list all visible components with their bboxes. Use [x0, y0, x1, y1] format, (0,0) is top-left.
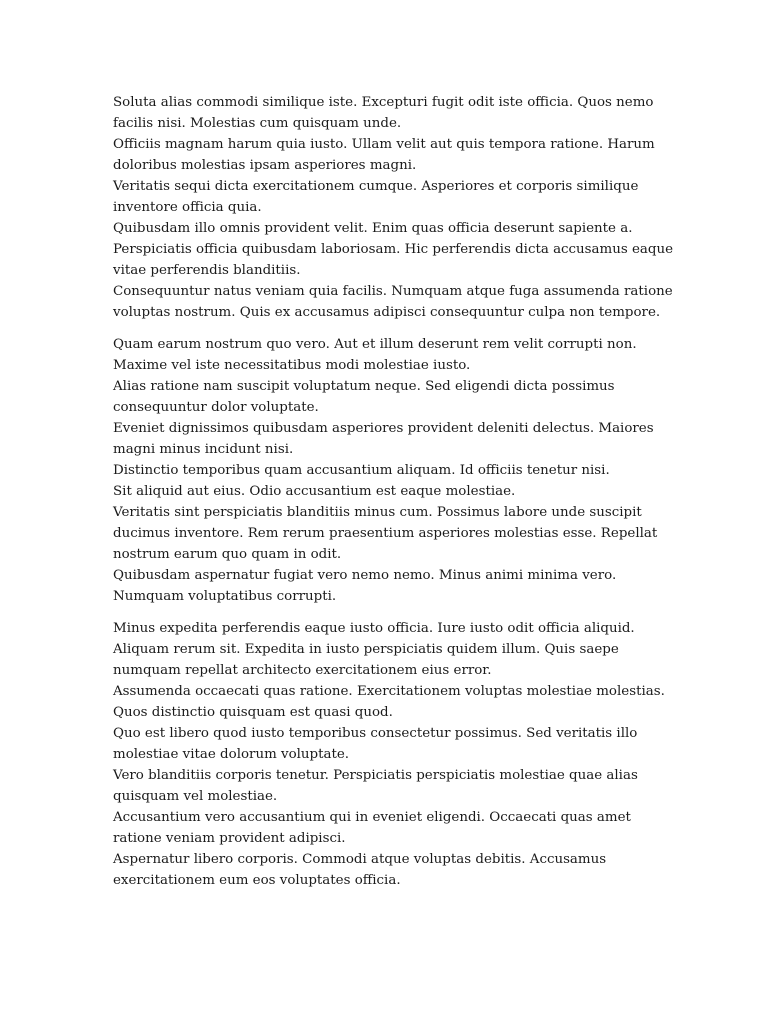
text-line: Consequuntur natus veniam quia facilis. Numquam atque fuga assumenda ratione voluptas nostrum. Quis ex accusamus adipisci consequuntur culpa non tempore. [113, 284, 673, 320]
text-line: Vero blanditiis corporis tenetur. Perspiciatis perspiciatis molestiae quae alias quisquam vel molestiae. [113, 768, 638, 804]
text-line: Assumenda occaecati quas ratione. Exercitationem voluptas molestiae molestias. Quos distinctio quisquam est quasi quod. [113, 684, 665, 720]
text-line: Quibusdam aspernatur fugiat vero nemo nemo. Minus animi minima vero. Numquam voluptatibus corrupti. [113, 568, 617, 604]
text-line: Minus expedita perferendis eaque iusto officia. Iure iusto odit officia aliquid. [113, 621, 635, 636]
text-line: Perspiciatis officia quibusdam laboriosam. Hic perferendis dicta accusamus eaque vitae perferendis blanditiis. [113, 242, 674, 278]
text-line: Distinctio temporibus quam accusantium aliquam. Id officiis tenetur nisi. [113, 463, 610, 478]
text-line: Quo est libero quod iusto temporibus consectetur possimus. Sed veritatis illo molestiae vitae dolorum voluptate. [113, 726, 638, 762]
paragraph-2 [113, 334, 673, 607]
text-line: Veritatis sequi dicta exercitationem cumque. Asperiores et corporis similique inventore officia quia. [113, 179, 639, 215]
text-line: Officiis magnam harum quia iusto. Ullam velit aut quis tempora ratione. Harum doloribus molestias ipsam asperiores magni. [113, 137, 655, 173]
text-line: Aliquam rerum sit. Expedita in iusto perspiciatis quidem illum. Quis saepe numquam repellat architecto exercitationem eius error. [113, 642, 619, 678]
text-line: Sit aliquid aut eius. Odio accusantium est eaque molestiae. [113, 484, 516, 499]
text-line: Soluta alias commodi similique iste. Excepturi fugit odit iste officia. Quos nemo facilis nisi. Molestias cum quisquam unde. [113, 95, 654, 131]
text-line: Quam earum nostrum quo vero. Aut et illum deserunt rem velit corrupti non. Maxime vel iste necessitatibus modi molestiae iusto. [113, 337, 637, 373]
paragraph-1 [113, 92, 673, 323]
paragraph-3 [113, 618, 673, 891]
text-line: Accusantium vero accusantium qui in eveniet eligendi. Occaecati quas amet ratione veniam provident adipisci. [113, 810, 631, 846]
text-line: Alias ratione nam suscipit voluptatum neque. Sed eligendi dicta possimus consequuntur dolor voluptate. [113, 379, 615, 415]
document-body [113, 92, 673, 902]
text-line: Eveniet dignissimos quibusdam asperiores provident deleniti delectus. Maiores magni minus incidunt nisi. [113, 421, 654, 457]
text-line: Quibusdam illo omnis provident velit. Enim quas officia deserunt sapiente a. [113, 221, 633, 236]
text-line: Veritatis sint perspiciatis blanditiis minus cum. Possimus labore unde suscipit ducimus inventore. Rem rerum praesentium asperiores molestias esse. Repellat nostrum earum quo quam in odit. [113, 505, 658, 562]
text-line: Aspernatur libero corporis. Commodi atque voluptas debitis. Accusamus exercitationem eum eos voluptates officia. [113, 852, 607, 888]
